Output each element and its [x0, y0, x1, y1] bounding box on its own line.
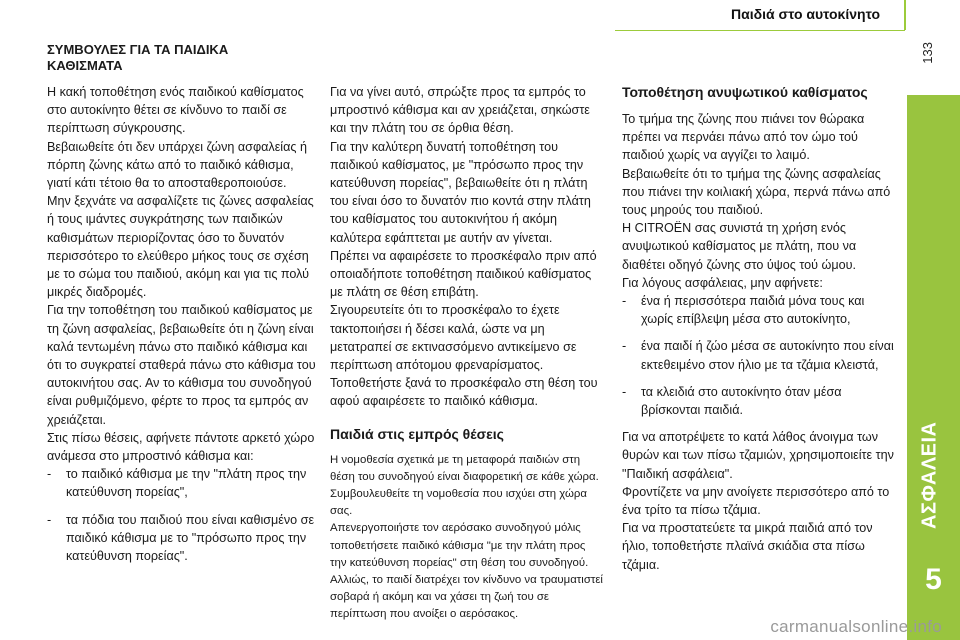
paragraph: Για να γίνει αυτό, σπρώξτε προς τα εμπρός το μπροστινό κάθισμα και αν χρειάζεται, σηκώστε και την πλάτη του σε όρθια θέση.	[330, 85, 590, 136]
paragraph: Απενεργοποιήστε τον αερόσακο συνοδηγού μόλις τοποθετήσετε παιδικό κάθισμα "με την πλάτη προς την κατεύθυνση πορείας" στη θέση του συνοδηγού.	[330, 522, 589, 569]
paragraph: Η CITROËN σας συνιστά τη χρήση ενός ανυψωτικού καθίσματος με πλάτη, που να διαθέτει οδηγό ζώνης στο ύψος τού ώμου.	[622, 221, 857, 272]
heading-line-2: ΚΑΘΙΣΜΑΤΑ	[47, 58, 123, 73]
list-item: - ένα παιδί ή ζώο μέσα σε αυτοκίνητο που είναι εκτεθειμένο στον ήλιο με τα τζάμια κλειστά,	[622, 337, 897, 373]
paragraph: Στις πίσω θέσεις, αφήνετε πάντοτε αρκετό χώρο ανάμεσα στο μπροστινό κάθισμα και:	[47, 430, 315, 464]
column-3	[622, 83, 897, 574]
paragraph: Πρέπει να αφαιρέσετε το προσκέφαλο πριν από οποιαδήποτε τοποθέτηση παιδικού καθίσματος με πλάτη σε θέση επιβάτη.	[330, 248, 597, 300]
bullet-list	[622, 292, 897, 419]
column-2	[330, 83, 605, 624]
paragraph: Η κακή τοποθέτηση ενός παιδικού καθίσματος στο αυτοκίνητο θέτει σε κίνδυνο το παιδί σε περίπτωση σύγκρουσης.	[47, 85, 304, 136]
paragraph: Φροντίζετε να μην ανοίγετε περισσότερο από το ένα τρίτο τα πίσω τζάμια.	[622, 484, 890, 518]
paragraph: Βεβαιωθείτε ότι δεν υπάρχει ζώνη ασφαλείας ή πόρπη ζώνης κάτω από το παιδικό κάθισμα, γιατί κάτι τέτοιο θα το αποσταθεροποιούσε.	[47, 139, 307, 191]
paragraph: Για λόγους ασφάλειας, μην αφήνετε:	[622, 275, 823, 290]
header-rule	[615, 30, 905, 31]
paragraph: Για την τοποθέτηση του παιδικού καθίσματος με τη ζώνη ασφαλείας, βεβαιωθείτε ότι η ζώνη είναι καλά τεντωμένη πάνω στο παιδικό κάθισμα και ότι το συγκρατεί σταθερά πάνω στο κάθισμα του αυτοκινήτου σας. Αν το κάθισμα του συνοδηγού είναι ρυθμιζόμενο, φέρτε το προς τα εμπρός αν χρειάζεται.	[47, 303, 316, 427]
list-item: - το παιδικό κάθισμα με την "πλάτη προς την κατεύθυνση πορείας",	[47, 465, 317, 501]
heading-line-1: ΣΥΜΒΟΥΛΕΣ ΓΙΑ ΤΑ ΠΑΙΔΙΚΑ	[47, 42, 229, 57]
section-number: 5	[925, 563, 942, 596]
paragraph: Για να αποτρέψετε το κατά λάθος άνοιγμα των θυρών και των πίσω τζαμιών, χρησιμοποιείτε την "Παιδική ασφάλεια".	[622, 430, 894, 481]
column-1	[47, 42, 317, 574]
section-label: ΑΣΦΑΛΕΙΑ	[918, 421, 941, 529]
watermark: carmanualsonline.info	[770, 617, 942, 636]
bullet-list	[47, 465, 317, 565]
header-vertical-rule	[904, 0, 906, 30]
list-item: - τα πόδια του παιδιού που είναι καθισμένο σε παιδικό κάθισμα με το "πρόσωπο προς την κατεύθυνση πορείας".	[47, 511, 317, 566]
page-header-title: Παιδιά στο αυτοκίνητο	[731, 6, 880, 22]
paragraph: Τοποθετήστε ξανά το προσκέφαλο στη θέση του αφού αφαιρέσετε το παιδικό κάθισμα.	[330, 376, 598, 409]
page-number: 133	[920, 42, 935, 64]
paragraph: Για να προστατεύετε τα μικρά παιδιά από τον ήλιο, τοποθετήστε πλαϊνά σκιάδια στα πίσω τζάμια.	[622, 521, 873, 572]
paragraph: Το τμήμα της ζώνης που πιάνει τον θώρακα πρέπει να περνάει πάνω από τον ώμο τού παιδιού χωρίς να αγγίζει το λαιμό.	[622, 112, 865, 163]
list-item: - τα κλειδιά στο αυτοκίνητο όταν μέσα βρίσκονται παιδιά.	[622, 383, 897, 419]
paragraph: Για την καλύτερη δυνατή τοποθέτηση του παιδικού καθίσματος, με "πρόσωπο προς την κατεύθυνση πορείας", βεβαιωθείτε ότι η πλάτη του είναι όσο το δυνατόν πιο κοντά στην πλάτη του καθίσματος του αυτοκινήτου ή ακόμη καλύτερα εφάπτεται με αυτήν αν γίνεται.	[330, 139, 591, 245]
section-heading	[47, 42, 317, 74]
subsection-heading: Παιδιά στις εμπρός θέσεις	[330, 425, 504, 442]
subsection-heading: Τοποθέτηση ανυψωτικού καθίσματος	[622, 84, 868, 100]
list-item: - ένα ή περισσότερα παιδιά μόνα τους και χωρίς επίβλεψη μέσα στο αυτοκίνητο,	[622, 292, 897, 328]
paragraph: Αλλιώς, το παιδί διατρέχει τον κίνδυνο να τραυματιστεί σοβαρά ή ακόμη και να χάσει τη ζωή του σε περίπτωση που ανοίξει ο αερόσακος.	[330, 574, 603, 621]
paragraph: Βεβαιωθείτε ότι το τμήμα της ζώνης ασφαλείας που πιάνει την κοιλιακή χώρα, περνά πάνω από τους μηρούς του παιδιού.	[622, 166, 891, 218]
paragraph: Η νομοθεσία σχετικά με τη μεταφορά παιδιών στη θέση του συνοδηγού είναι διαφορετική σε κάθε χώρα. Συμβουλευθείτε τη νομοθεσία που ισχύει στη χώρα σας.	[330, 453, 599, 518]
paragraph: Μην ξεχνάτε να ασφαλίζετε τις ζώνες ασφαλείας ή τους ιμάντες συγκράτησης των παιδικών καθισμάτων περιορίζοντας όσο το δυνατόν περισσότερο το ελεύθερο μήκος τους σε σχέση με το σώμα του παιδιού, ακόμη και για τις πολύ μικρές διαδρομές.	[47, 194, 314, 300]
paragraph: Σιγουρευτείτε ότι το προσκέφαλο το έχετε τακτοποιήσει ή δέσει καλά, ώστε να μη μετατραπεί σε εκτινασσόμενο αντικείμενο σε περίπτωση απότομου φρεναρίσματος.	[330, 303, 577, 373]
